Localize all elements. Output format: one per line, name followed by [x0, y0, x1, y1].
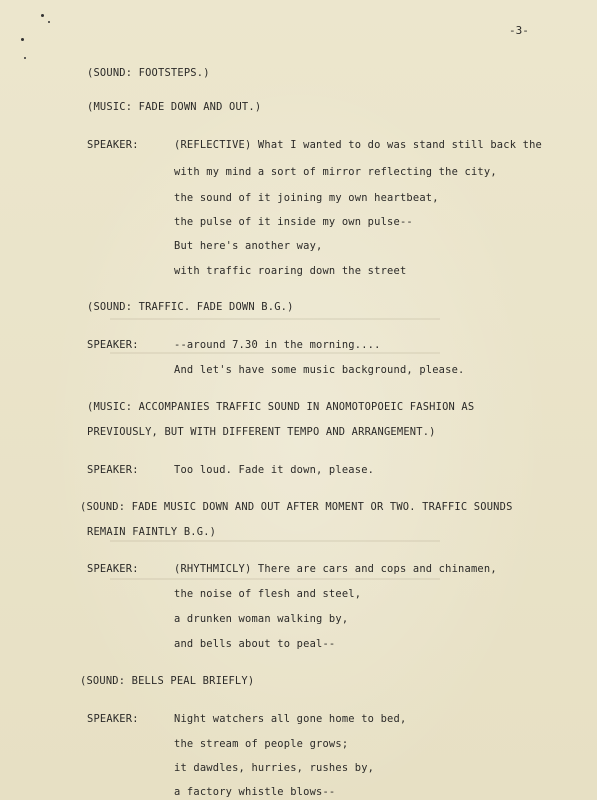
ink-speck [41, 14, 44, 17]
bleed-through-line [110, 540, 440, 542]
bleed-through-line [110, 578, 440, 580]
dialogue-line: with my mind a sort of mirror reflecting the city, [174, 166, 497, 178]
dialogue-line: And let's have some music background, please. [174, 364, 465, 376]
sound-cue: (SOUND: FADE MUSIC DOWN AND OUT AFTER MOMENT OR TWO. TRAFFIC SOUNDS [80, 501, 513, 513]
bleed-through-line [110, 352, 440, 354]
bleed-through-line [110, 318, 440, 320]
speaker-label: SPEAKER: [87, 139, 139, 151]
dialogue-line: (RHYTHMICLY) There are cars and cops and chinamen, [174, 563, 497, 575]
music-cue-cont: PREVIOUSLY, BUT WITH DIFFERENT TEMPO AND ARRANGEMENT.) [87, 426, 436, 438]
dialogue-line: But here's another way, [174, 240, 323, 252]
dialogue-line: with traffic roaring down the street [174, 265, 407, 277]
speaker-label: SPEAKER: [87, 713, 139, 725]
dialogue-line: the noise of flesh and steel, [174, 588, 362, 600]
dialogue-line: the sound of it joining my own heartbeat, [174, 192, 439, 204]
ink-speck [48, 21, 50, 23]
dialogue-line: Night watchers all gone home to bed, [174, 713, 407, 725]
dialogue-line: a factory whistle blows-- [174, 786, 336, 798]
dialogue-line: Too loud. Fade it down, please. [174, 464, 375, 476]
speaker-label: SPEAKER: [87, 563, 139, 575]
dialogue-line: the pulse of it inside my own pulse-- [174, 216, 413, 228]
dialogue-line: the stream of people grows; [174, 738, 349, 750]
sound-cue-cont: REMAIN FAINTLY B.G.) [87, 526, 217, 538]
music-cue: (MUSIC: ACCOMPANIES TRAFFIC SOUND IN ANOMOTOPOEIC FASHION AS [87, 401, 475, 413]
dialogue-line: it dawdles, hurries, rushes by, [174, 762, 375, 774]
sound-cue: (SOUND: FOOTSTEPS.) [87, 67, 210, 79]
page-number: -3- [509, 24, 529, 37]
sound-cue: (SOUND: TRAFFIC. FADE DOWN B.G.) [87, 301, 294, 313]
speaker-label: SPEAKER: [87, 339, 139, 351]
dialogue-line: (REFLECTIVE) What I wanted to do was stand still back the [174, 139, 542, 151]
dialogue-line: --around 7.30 in the morning.... [174, 339, 381, 351]
dialogue-line: and bells about to peal-- [174, 638, 336, 650]
dialogue-line: a drunken woman walking by, [174, 613, 349, 625]
ink-speck [21, 38, 24, 41]
sound-cue: (SOUND: BELLS PEAL BRIEFLY) [80, 675, 255, 687]
ink-speck [24, 57, 26, 59]
speaker-label: SPEAKER: [87, 464, 139, 476]
music-cue: (MUSIC: FADE DOWN AND OUT.) [87, 101, 262, 113]
